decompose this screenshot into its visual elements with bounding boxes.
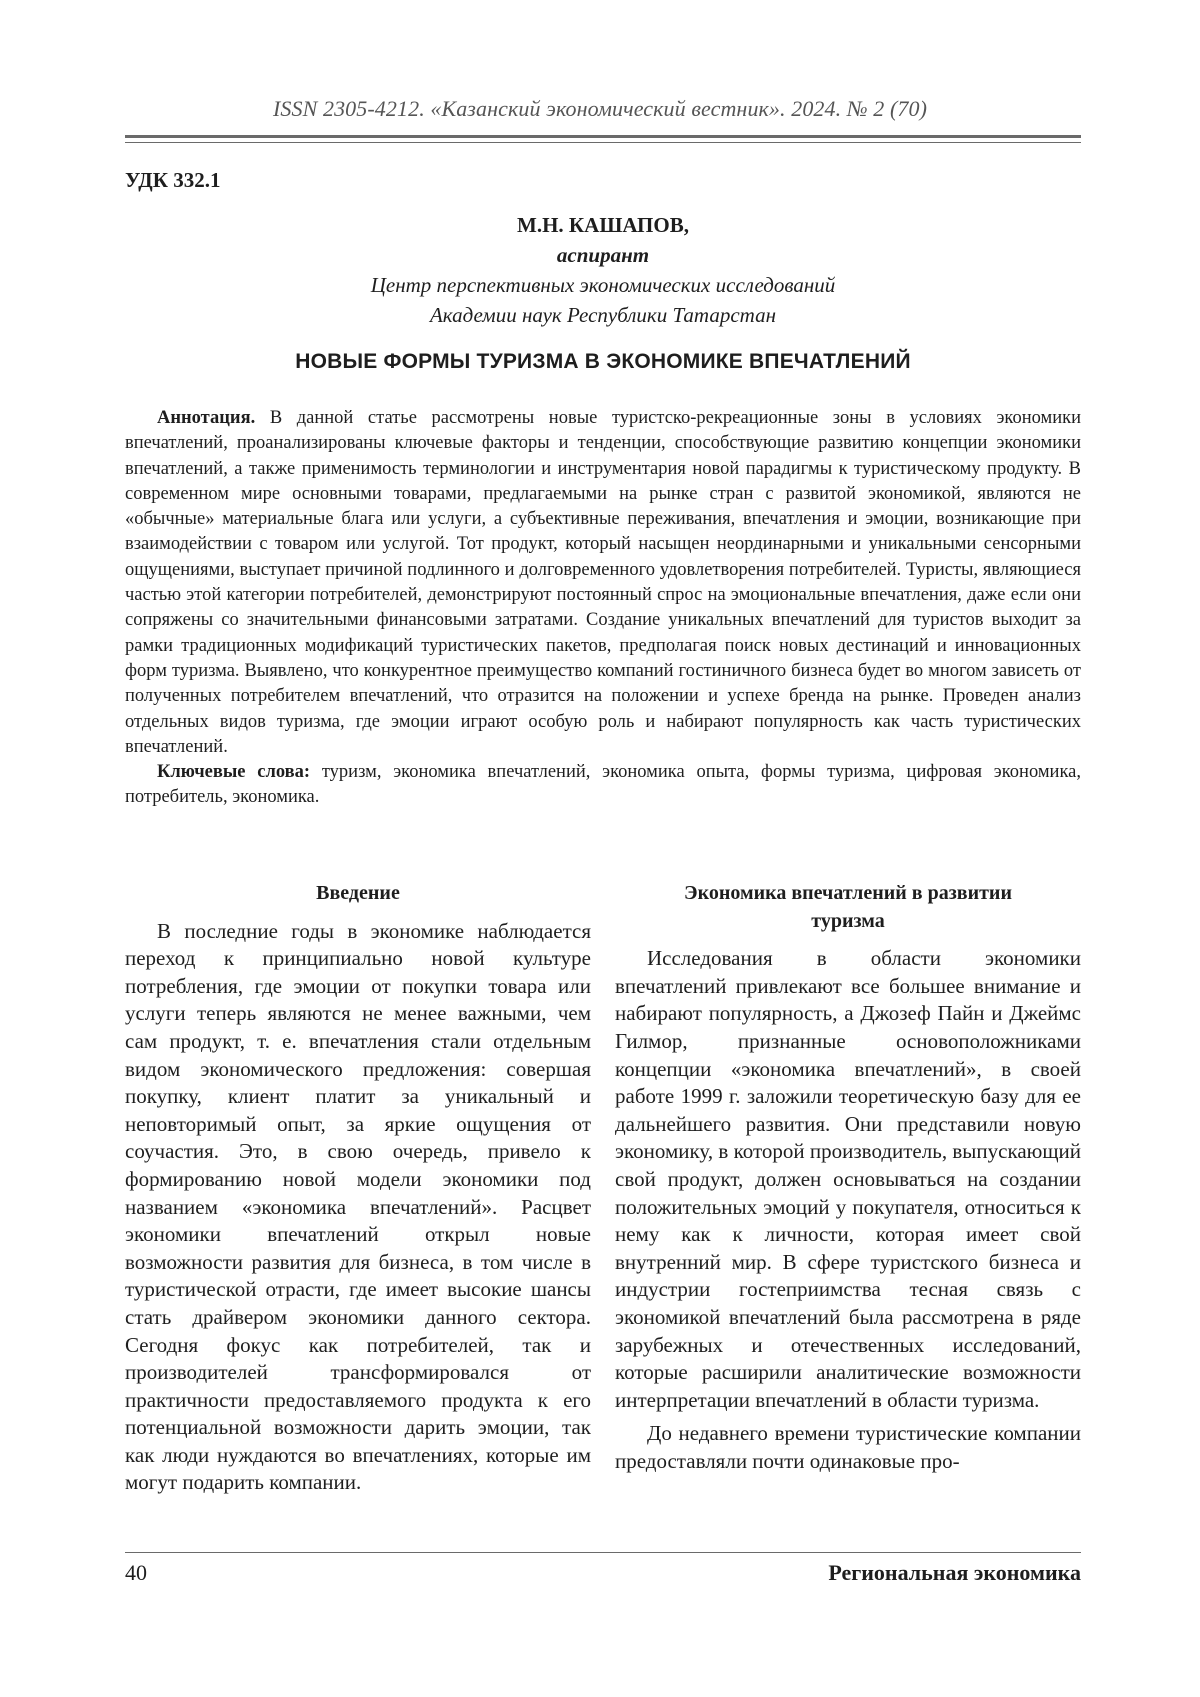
author-name: М.Н. КАШАПОВ,: [517, 213, 689, 237]
header-rule-thick: [125, 135, 1081, 138]
footer-rule: [125, 1552, 1081, 1553]
section-heading: [615, 880, 1081, 935]
article-title: НОВЫЕ ФОРМЫ ТУРИЗМА В ЭКОНОМИКЕ ВПЕЧАТЛЕНИЙ: [295, 350, 911, 373]
author-block: [150, 210, 1056, 330]
author-position: аспирант: [556, 243, 650, 267]
keywords-label: Ключевые слова:: [157, 762, 311, 783]
journal-header: ISSN 2305-4212. «Казанский экономический вестник». 2024. № 2 (70): [272, 96, 928, 121]
section-paragraph-2: До недавнего времени туристические компании предоставляли почти одинаковые про-: [615, 1421, 1081, 1473]
abstract-text: В данной статье рассмотрены новые туристско-рекреационные зоны в условиях экономики впечатлений, проанализированы ключевые факторы и тенденции, способствующие развитию концепции экономики впечатлений, а также применимость терминологии и инструментария новой парадигмы к туристическому продукту. В современном мире основными товарами, предлагаемыми на рынке стран с развитой экономикой, являются не «обычные» материальные блага или услуги, а субъективные переживания, впечатления и эмоции, возникающие при взаимодействии с товаром или услугой. Тот продукт, который насыщен неординарными и уникальными сенсорными ощущениями, выступает причиной подлинного и долговременного удовлетворения потребителей. Туристы, являющиеся частью этой категории потребителей, демонстрируют постоянный спрос на эмоциональные впечатления, даже если они сопряжены со значительными финансовыми затратами. Создание уникальных впечатлений для туристов выходит за рамки традиционных модификаций туристических пакетов, предполагая поиск новых дестинаций и инновационных форм туризма. Выявлено, что конкурентное преимущество компаний гостиничного бизнеса будет во многом зависеть от полученных потребителем впечатлений, что отразится на положении и успехе бренда на рынке. Проведен анализ отдельных видов туризма, где эмоции играют особую роль и набирают популярность как часть туристических впечатлений.: [125, 408, 1081, 757]
section-paragraph-1: Исследования в области экономики впечатлений привлекают все большее внимание и набирают популярность, а Джозеф Пайн и Джеймс Гилмор, признанные основоположниками концепции «экономика впечатлений», в своей работе 1999 г. заложили теоретическую базу для ее дальнейшего развития. Они представили новую экономику, в которой производитель, выпускающий свой продукт, должен основываться на создании положительных эмоций у покупателя, относиться к нему как к личности, которая имеет свой внутренний мир. В сфере туристского бизнеса и индустрии гостеприимства тесная связь с экономикой впечатлений была рассмотрена в ряде зарубежных и отечественных исследований, которые расширили аналитические возможности интерпретации впечатлений в области туризма.: [615, 946, 1081, 1412]
keywords-paragraph: [125, 760, 1081, 811]
header-rule-thin: [125, 142, 1081, 143]
left-column: [125, 880, 591, 1497]
section-heading-line-2: туризма: [811, 909, 885, 932]
page-number: 40: [125, 1560, 147, 1585]
footer-section-name: Региональная экономика: [828, 1560, 1081, 1585]
intro-paragraph: В последние годы в экономике наблюдается переход к принципиально новой культуре потребления, где эмоции от покупки товара или услуги теперь являются не менее важными, чем сам продукт, т. е. впечатления стали отдельным видом экономического предложения: совершая покупку, клиент платит за уникальный и неповторимый опыт, за яркие ощущения от соучастия. Это, в свою очередь, привело к формированию новой модели экономики под названием «экономика впечатлений». Расцвет экономики впечатлений открыл новые возможности развития для бизнеса, в том числе в туристической отрасти, где имеет высокие шансы стать драйвером экономики данного сектора. Сегодня фокус как потребителей, так и производителей трансформировался от практичности предоставляемого продукта к его потенциальной возможности дарить эмоции, так как люди нуждаются во впечатлениях, которые им могут подарить компании.: [125, 918, 591, 1495]
right-column: [615, 880, 1081, 1475]
affiliation-line-2: Академии наук Республики Татарстан: [429, 303, 777, 327]
udk-code: УДК 332.1: [125, 168, 221, 192]
affiliation-line-1: Центр перспективных экономических исследований: [370, 273, 836, 297]
keywords-text: туризм, экономика впечатлений, экономика опыта, формы туризма, цифровая экономика, потребитель, экономика.: [125, 762, 1081, 808]
abstract-paragraph: [125, 406, 1081, 760]
intro-heading: Введение: [316, 882, 400, 904]
abstract-label: Аннотация.: [157, 408, 256, 428]
section-heading-line-1: Экономика впечатлений в развитии: [684, 882, 1012, 904]
abstract-section: [125, 406, 1081, 811]
